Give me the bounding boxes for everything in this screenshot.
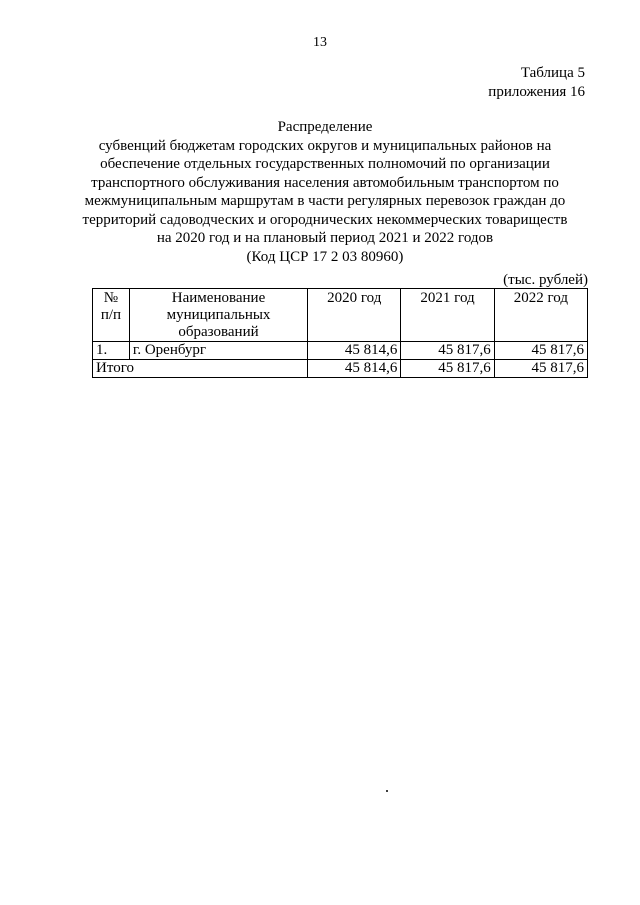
distribution-table [92,288,588,378]
title-line: транспортного обслуживания населения автомобильным транспортом по [91,174,559,191]
document-title [80,118,570,266]
units-label: (тыс. рублей) [503,272,588,288]
caption-appendix: приложения 16 [488,84,585,100]
table-row [93,342,588,360]
header-2022: 2022 год [494,289,587,342]
header-number: № п/п [93,289,130,342]
title-heading: Распределение [277,119,373,135]
row-value-2021: 45 817,6 [401,342,494,360]
title-line: межмуниципальным маршрутам в части регулярных перевозок граждан до [84,193,566,209]
total-row [93,360,588,378]
table-header-row [93,289,588,342]
row-name: г. Оренбург [129,342,307,360]
page-number: 13 [313,35,327,50]
header-2021: 2021 год [401,289,494,342]
row-number: 1. [93,342,130,360]
total-value-2022: 45 817,6 [494,360,587,378]
stray-mark [386,790,388,792]
row-value-2022: 45 817,6 [494,342,587,360]
row-value-2020: 45 814,6 [308,342,401,360]
table-caption [488,64,585,102]
total-label: Итого [93,360,308,378]
title-line: на 2020 год и на плановый период 2021 и 2022 годов [156,230,494,246]
caption-table-number: Таблица 5 [520,65,585,81]
title-line: субвенций бюджетам городских округов и муниципальных районов на [98,137,552,154]
title-code-line: (Код ЦСР 17 2 03 80960) [246,248,404,265]
total-value-2020: 45 814,6 [308,360,401,378]
header-name: Наименование муниципальных образований [129,289,307,342]
header-2020: 2020 год [308,289,401,342]
title-line: обеспечение отдельных государственных полномочий по организации [100,156,550,172]
total-value-2021: 45 817,6 [401,360,494,378]
title-line: территорий садоводческих и огороднических некоммерческих товариществ [82,211,568,228]
